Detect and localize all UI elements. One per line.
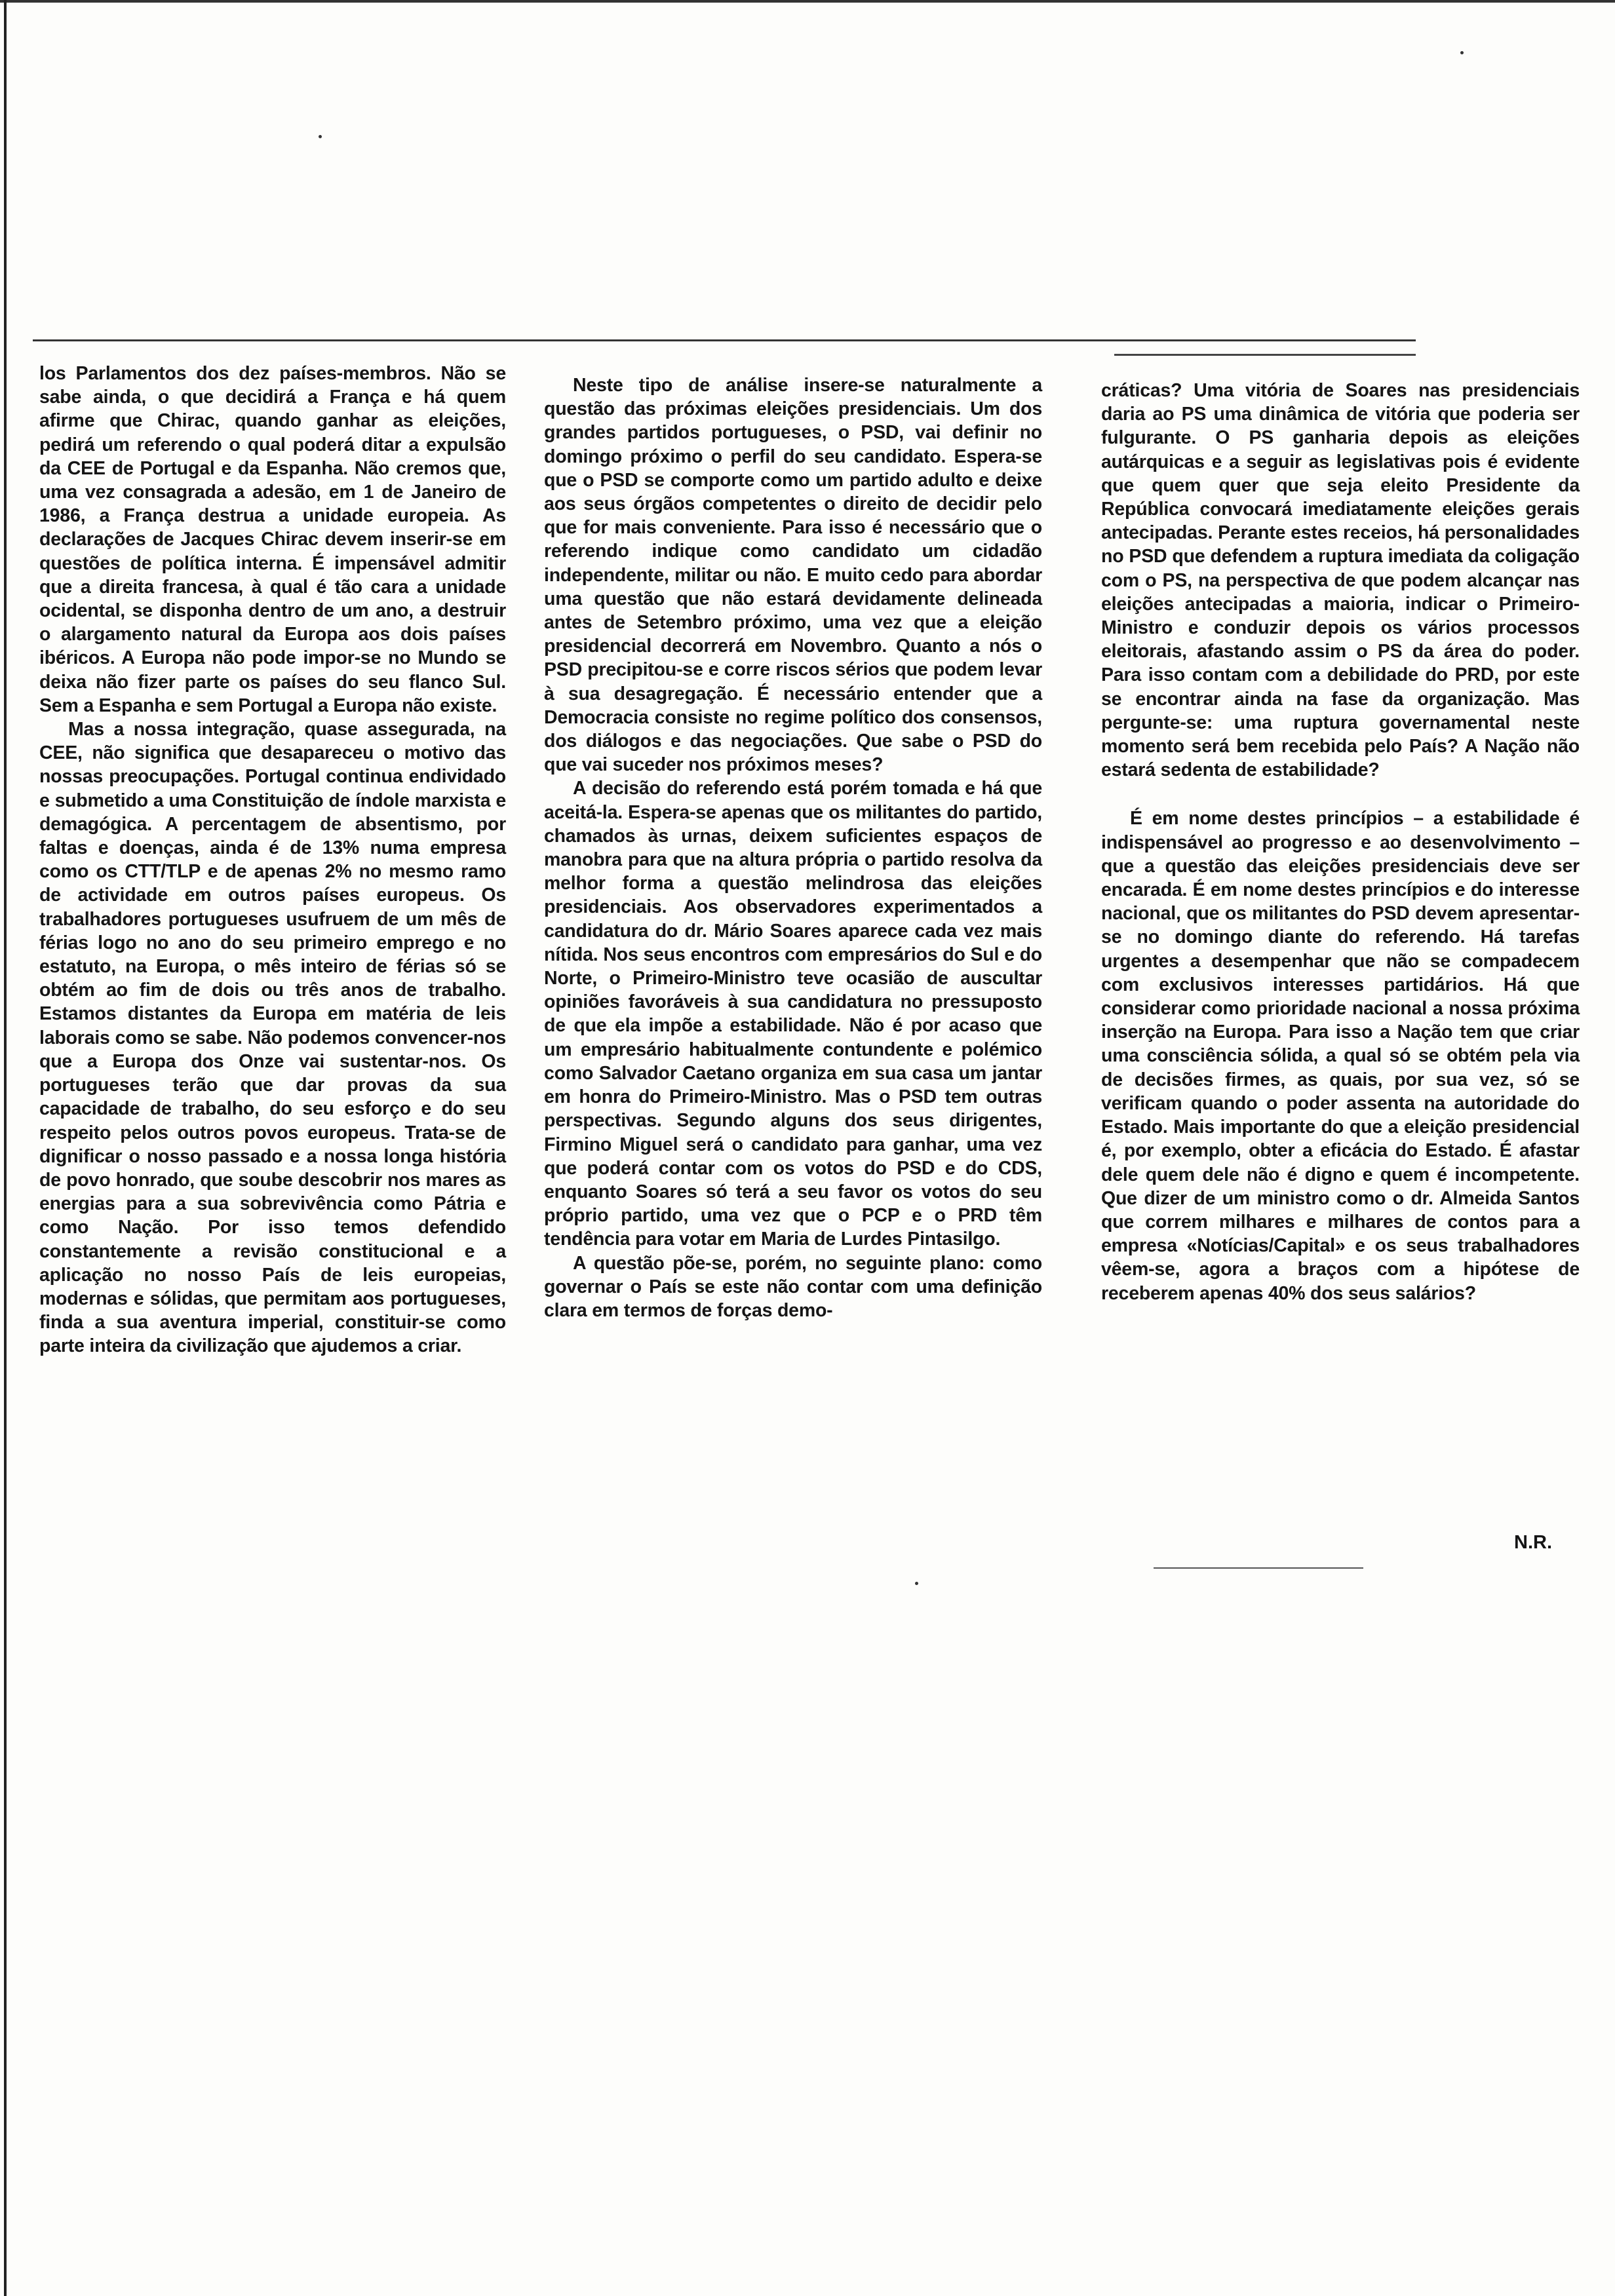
- paragraph: Mas a nossa integração, quase assegurada, na CEE, não significa que desapareceu o motivo das nossas preocupações. Portugal continua endividado e submetido a uma Constituição de índole marxista e demagógica. A percentagem de absentismo, por faltas e doenças, ainda é de 13% numa empresa como os CTT/TLP e de apenas 2% no mesmo ramo de actividade em outros países europeus. Os trabalhadores portugueses usufruem de um mês de férias logo no ano do seu primeiro emprego e no estatuto, na Europa, o mês inteiro de férias só se obtém ao fim de dois ou três anos de trabalho. Estamos distantes da Europa em matéria de leis laborais como se sabe. Não podemos convencer-nos que a Europa dos Onze vai sustentar-nos. Os portugueses terão que dar provas da sua capacidade de trabalho, do seu esforço e do seu respeito pelos outros povos europeus. Trata-se de dignificar o nosso passado e a nossa longa história de povo honrado, que soube descobrir nos mares as energias para a sua sobrevivência como Pátria e como Nação. Por isso temos defendido constantemente a revisão constitucional e a aplicação no nosso País de leis europeias, modernas e sólidas, que permitam aos portugueses, finda a sua aventura imperial, constituir-se como parte inteira da civilização que ajudemos a criar.: [39, 719, 506, 1357]
- article-column-1: [39, 362, 506, 1358]
- top-rule: [33, 339, 1416, 341]
- top-rule-accent: [1114, 354, 1416, 356]
- paragraph: Neste tipo de análise insere-se naturalmente a questão das próximas eleições presidenciais. Um dos grandes partidos portugueses, o PSD, vai definir no domingo próximo o perfil do seu candidato. Espera-se que o PSD se comporte como um partido adulto e deixe aos seus órgãos competentes o direito de decidir pelo que for mais conveniente. Para isso é necessário que o referendo indique como candidato um cidadão independente, militar ou não. E muito cedo para abordar uma questão que não estará devidamente delineada antes de Setembro próximo, uma vez que a eleição presidencial decorrerá em Novembro. Quanto a nós o PSD precipitou-se e corre riscos sérios que podem levar à sua desagregação. É necessário entender que a Democracia consiste no regime político dos consensos, dos diálogos e das negociações. Que sabe o PSD do que vai suceder nos próximos meses?: [544, 375, 1042, 776]
- paragraph: A questão põe-se, porém, no seguinte plano: como governar o País se este não contar com uma definição clara em termos de forças demo-: [544, 1252, 1042, 1321]
- paragraph: A decisão do referendo está porém tomada e há que aceitá-la. Espera-se apenas que os militantes do partido, chamados às urnas, deixem suficientes espaços de manobra para que na altura própria o partido resolva da melhor forma a questão melindrosa das eleições presidenciais. Aos observadores experimentados a candidatura do dr. Mário Soares aparece cada vez mais nítida. Nos seus encontros com empresários do Sul e do Norte, o Primeiro-Ministro teve ocasião de auscultar opiniões favoráveis à sua candidatura no pressuposto de que ela impõe a estabilidade. Não é por acaso que um empresário habitualmente contundente e polémico como Salvador Caetano organiza em sua casa um jantar em honra do Primeiro-Ministro. Mas o PSD tem outras perspectivas. Segundo alguns dos seus dirigentes, Firmino Miguel será o candidato para ganhar, uma vez que poderá contar com os votos do PSD e do CDS, enquanto Soares só terá a seu favor os votos do seu próprio partido, uma vez que o PCP e o PRD têm tendência para votar em Maria de Lurdes Pintasilgo.: [544, 778, 1042, 1250]
- paragraph: los Parlamentos dos dez países-membros. Não se sabe ainda, o que decidirá a França e há quem afirme que Chirac, quando ganhar as eleições, pedirá um referendo o qual poderá ditar a expulsão da CEE de Portugal e da Espanha. Não cremos que, uma vez consagrada a adesão, em 1 de Janeiro de 1986, a França destrua a unidade europeia. As declarações de Jacques Chirac devem inserir-se em questões de política interna. É impensável admitir que a direita francesa, à qual é tão cara a unidade ocidental, se disponha dentro de um ano, a destruir o alargamento natural da Europa aos dois países ibéricos. A Europa não pode impor-se no Mundo se deixa não fizer parte os países do seu flanco Sul. Sem a Espanha e sem Portugal a Europa não existe.: [39, 363, 506, 716]
- paragraph: cráticas? Uma vitória de Soares nas presidenciais daria ao PS uma dinâmica de vitória que poderia ser fulgurante. O PS ganharia depois as eleições autárquicas e a seguir as legislativas pois é evidente que quem quer que seja eleito Presidente da República convocará imediatamente eleições gerais antecipadas. Perante estes receios, há personalidades no PSD que defendem a ruptura imediata da coligação com o PS, na perspectiva de que podem alcançar nas eleições antecipadas a maioria, indicar o Primeiro-Ministro e conduzir depois os vários processos eleitorais, afastando assim o PS da área do poder. Para isso contam com a debilidade do PRD, por este se encontrar ainda na fase da organização. Mas pergunte-se: uma ruptura governamental neste momento será bem recebida pelo País? A Nação não estará sedenta de estabilidade?: [1101, 380, 1580, 781]
- page-edge-left: [4, 0, 7, 2296]
- bottom-rule: [1154, 1567, 1363, 1569]
- author-signature: N.R.: [1514, 1532, 1552, 1553]
- print-speck: [319, 135, 322, 138]
- page-edge-top: [0, 0, 1615, 3]
- paragraph: É em nome destes princípios – a estabilidade é indispensável ao progresso e ao desenvolvimento – que a questão das eleições presidenciais deve ser encarada. É em nome destes princípios e do interesse nacional, que os militantes do PSD devem apresentar-se no domingo diante do referendo. Há tarefas urgentes a desempenhar que não se compadecem com exclusivos interesses partidários. Há que considerar como prioridade nacional a nossa próxima inserção na Europa. Para isso a Nação tem que criar uma consciência sólida, a qual só se obtém pela via de decisões firmes, as quais, por sua vez, só se verificam quando o poder assenta na autoridade do Estado. Mais importante do que a eleição presidencial é, por exemplo, obter a eficácia do Estado. É afastar dele quem dele não é digno e quem é incompetente. Que dizer de um ministro como o dr. Almeida Santos que correm milhares e milhares de contos para a empresa «Notícias/Capital» e os seus trabalhadores vêem-se, agora a braços com a hipótese de receberem apenas 40% dos seus salários?: [1101, 808, 1580, 1304]
- print-speck: [915, 1582, 918, 1585]
- article-column-3: [1101, 379, 1580, 1305]
- article-column-2: [544, 373, 1042, 1322]
- print-speck: [1460, 51, 1464, 54]
